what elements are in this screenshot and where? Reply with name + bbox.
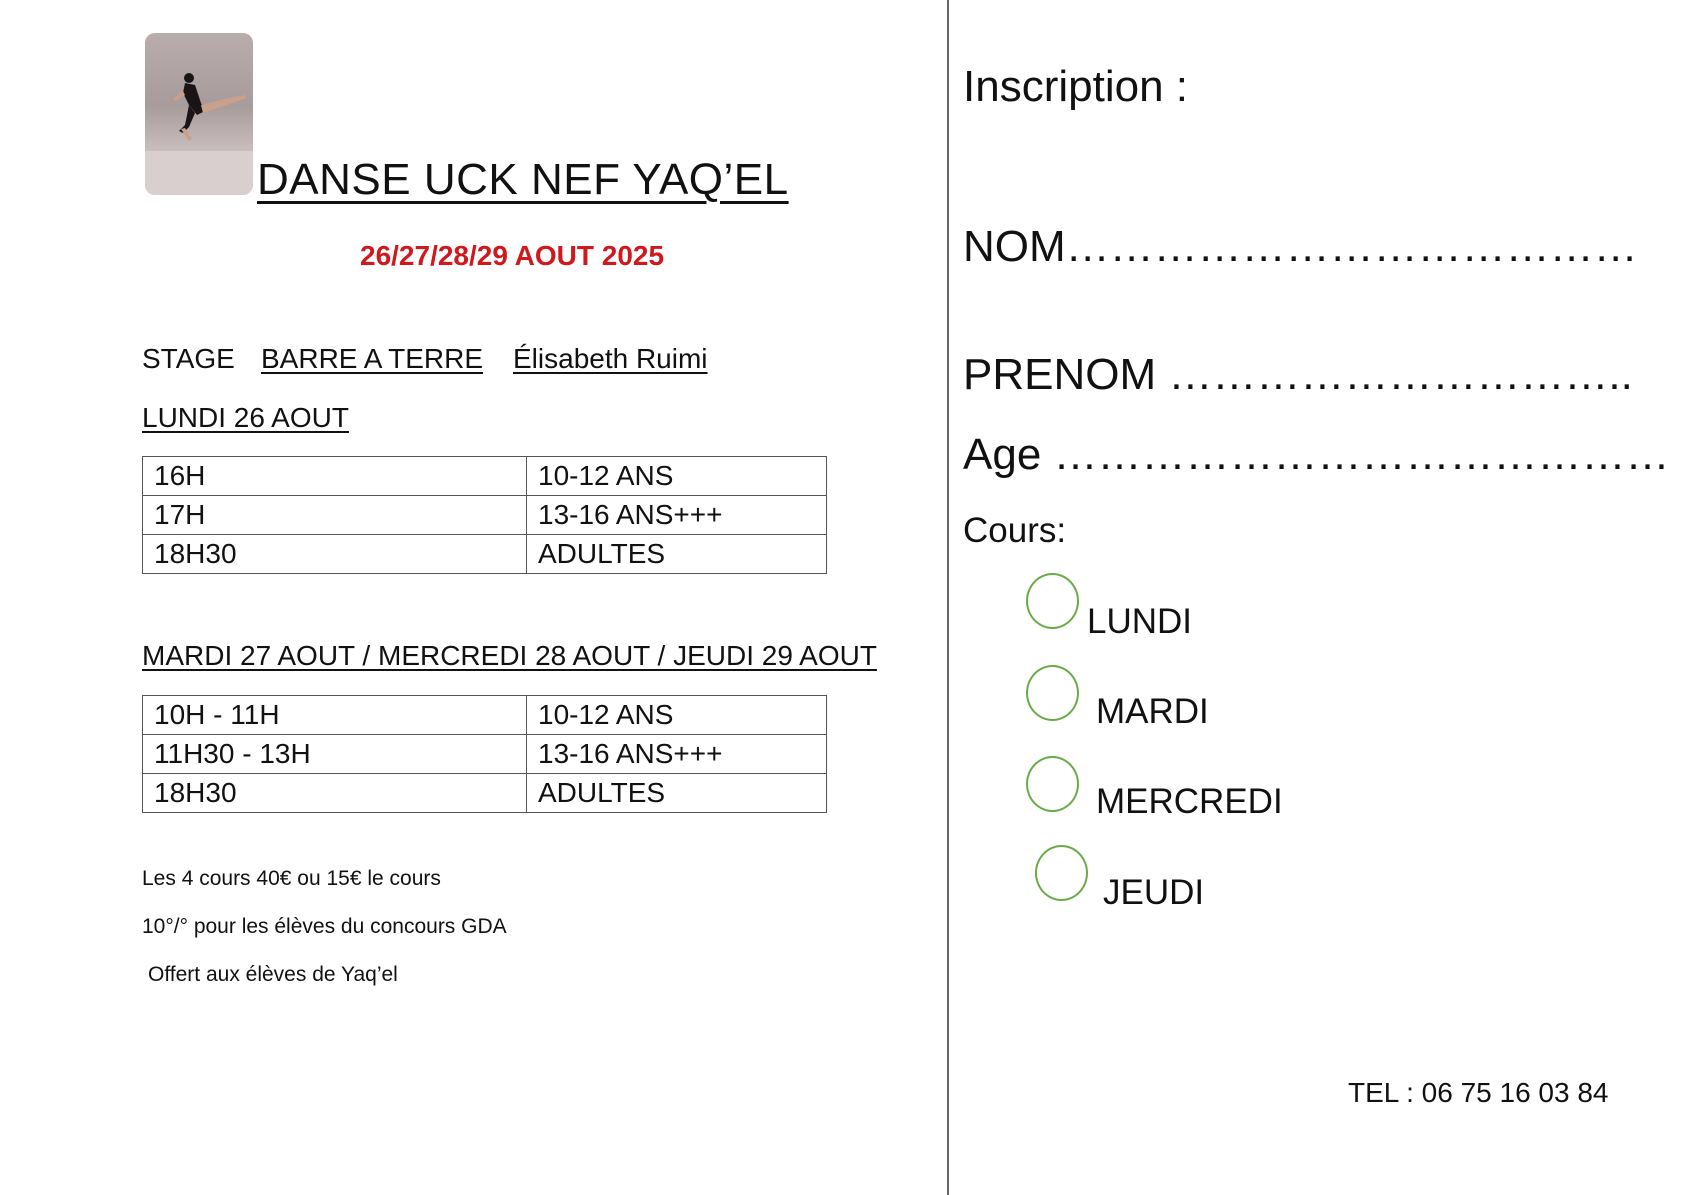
day1-heading: LUNDI 26 AOUT — [142, 402, 349, 433]
mercredi-radio[interactable] — [1026, 756, 1079, 812]
days2-schedule-table — [142, 695, 827, 813]
jeudi-radio[interactable] — [1035, 845, 1088, 901]
form-heading: Inscription : — [963, 62, 1188, 111]
group-cell: ADULTES — [527, 774, 827, 813]
group-cell: ADULTES — [527, 535, 827, 574]
time-cell: 17H — [143, 496, 527, 535]
jeudi-option-label: JEUDI — [1103, 873, 1205, 912]
table-row — [143, 735, 827, 774]
phone-number: TEL : 06 75 16 03 84 — [1348, 1077, 1609, 1108]
time-cell: 11H30 - 13H — [143, 735, 527, 774]
time-cell: 10H - 11H — [143, 696, 527, 735]
nom-field[interactable]: NOM………………………………… — [963, 222, 1638, 271]
group-cell: 13-16 ANS+++ — [527, 496, 827, 535]
vertical-divider — [947, 0, 949, 1195]
age-field[interactable]: Age …………………………………… — [963, 430, 1670, 479]
lundi-option-label: LUNDI — [1087, 602, 1193, 641]
table-row — [143, 774, 827, 813]
mardi-option-label: MARDI — [1096, 692, 1209, 731]
mercredi-option-label: MERCREDI — [1096, 782, 1283, 821]
time-cell: 18H30 — [143, 535, 527, 574]
free-note: Offert aux élèves de Yaq’el — [148, 963, 398, 986]
dancer-photo — [145, 33, 253, 195]
cours-label: Cours: — [963, 511, 1067, 550]
event-dates: 26/27/28/29 AOUT 2025 — [360, 240, 665, 271]
stage-label: STAGE — [142, 343, 235, 374]
group-cell: 10-12 ANS — [527, 696, 827, 735]
mardi-radio[interactable] — [1026, 665, 1079, 721]
stage-name: BARRE A TERRE — [261, 343, 484, 374]
table-row — [143, 496, 827, 535]
lundi-radio[interactable] — [1026, 573, 1079, 629]
table-row — [143, 535, 827, 574]
group-cell: 10-12 ANS — [527, 457, 827, 496]
teacher-name: Élisabeth Ruimi — [513, 343, 708, 374]
time-cell: 18H30 — [143, 774, 527, 813]
table-row — [143, 457, 827, 496]
group-cell: 13-16 ANS+++ — [527, 735, 827, 774]
table-row — [143, 696, 827, 735]
discount-note: 10°/° pour les élèves du concours GDA — [142, 915, 507, 938]
time-cell: 16H — [143, 457, 527, 496]
days2-heading: MARDI 27 AOUT / MERCREDI 28 AOUT / JEUDI 29 AOUT — [142, 640, 877, 671]
flyer-title: DANSE UCK NEF YAQ’EL — [257, 155, 789, 204]
prenom-field[interactable]: PRENOM ………………………….. — [963, 350, 1633, 399]
day1-schedule-table — [142, 456, 827, 574]
price-note: Les 4 cours 40€ ou 15€ le cours — [142, 867, 441, 890]
